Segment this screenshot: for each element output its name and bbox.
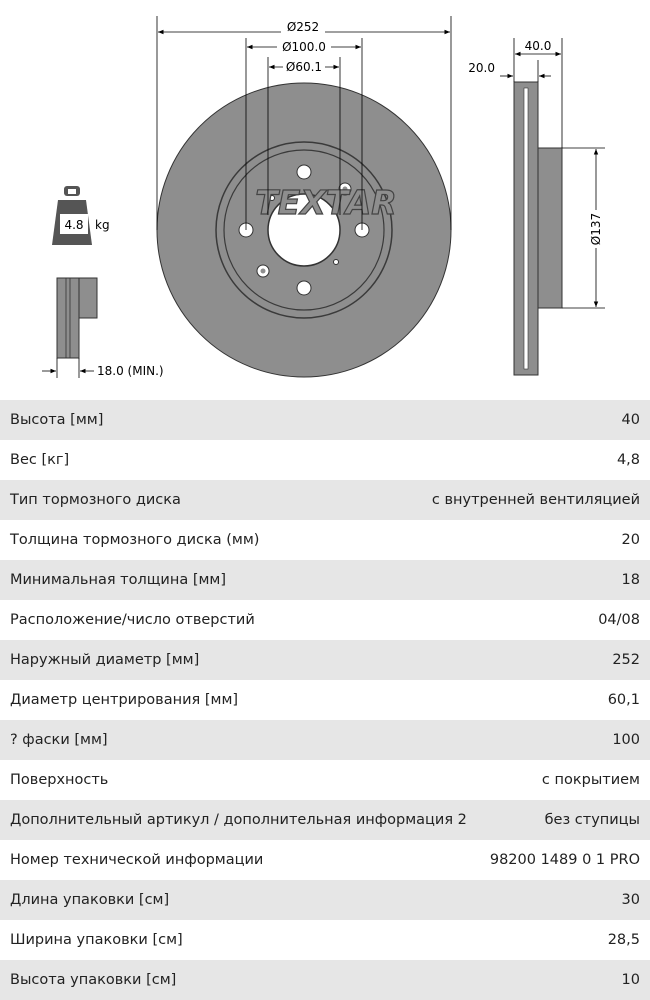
spec-value: 20	[621, 532, 640, 548]
spec-value: с внутренней вентиляцией	[431, 492, 640, 508]
spec-value: 40	[621, 412, 640, 428]
spec-row	[0, 920, 650, 960]
dim-min-thickness: 18.0 (MIN.)	[97, 364, 164, 378]
dim-center-bore: Ø60.1	[285, 60, 323, 74]
spec-row	[0, 440, 650, 480]
spec-label: Ширина упаковки [см]	[10, 932, 183, 948]
spec-label: Высота упаковки [см]	[10, 972, 177, 988]
spec-row	[0, 520, 650, 560]
spec-value: 100	[612, 732, 640, 748]
spec-label: ? фаски [мм]	[10, 732, 108, 748]
bolt-hole	[297, 165, 311, 179]
spec-value: с покрытием	[541, 772, 640, 788]
spec-value: 28,5	[607, 932, 640, 948]
spec-label: Расположение/число отверстий	[10, 612, 255, 628]
spec-label: Длина упаковки [см]	[10, 892, 170, 908]
spec-label: Поверхность	[10, 772, 109, 788]
spec-label: Дополнительный артикул / дополнительная информация 2	[10, 812, 467, 828]
spec-value: 18	[621, 572, 640, 588]
disc-front-view	[157, 83, 451, 377]
technical-drawing	[0, 0, 650, 400]
spec-label: Минимальная толщина [мм]	[10, 572, 227, 588]
spec-label: Номер технической информации	[10, 852, 264, 868]
spec-row	[0, 800, 650, 840]
min-thickness-dimension	[42, 358, 94, 378]
spec-row	[0, 560, 650, 600]
small-hole	[334, 260, 339, 265]
spec-row	[0, 720, 650, 760]
spec-row	[0, 840, 650, 880]
bolt-hole	[297, 281, 311, 295]
brand-logo: TEXTAR	[255, 183, 397, 222]
dim-bolt-circle: Ø100.0	[282, 40, 326, 54]
spec-row	[0, 600, 650, 640]
spec-row	[0, 680, 650, 720]
spec-label: Вес [кг]	[10, 452, 70, 468]
spec-row	[0, 400, 650, 440]
disc-side-view	[514, 82, 562, 375]
spec-value: 60,1	[607, 692, 640, 708]
spec-label: Тип тормозного диска	[10, 492, 181, 508]
weight-unit: kg	[95, 218, 110, 232]
spec-value: без ступицы	[544, 812, 640, 828]
spec-label: Наружный диаметр [мм]	[10, 652, 200, 668]
weight-icon	[52, 186, 92, 245]
weight-value: 4.8	[64, 218, 84, 232]
spec-value: 10	[621, 972, 640, 988]
spec-value: 04/08	[598, 612, 640, 628]
spec-label: Диаметр центрирования [мм]	[10, 692, 239, 708]
spec-value: 30	[621, 892, 640, 908]
dim-outer-diameter: Ø252	[286, 20, 320, 34]
spec-label: Высота [мм]	[10, 412, 104, 428]
dim-hub-diameter: Ø137	[589, 212, 603, 246]
screw-hole	[261, 269, 266, 274]
spec-row	[0, 640, 650, 680]
min-thickness-profile	[57, 278, 97, 358]
spec-row	[0, 880, 650, 920]
dim-height: 40.0	[524, 39, 552, 53]
brake-disc-drawing	[0, 0, 650, 400]
spec-label: Толщина тормозного диска (мм)	[10, 532, 260, 548]
spec-value: 4,8	[616, 452, 640, 468]
spec-row	[0, 960, 650, 1000]
spec-row	[0, 760, 650, 800]
spec-value: 98200 1489 0 1 PRO	[489, 852, 640, 868]
spec-value: 252	[612, 652, 640, 668]
spec-row	[0, 480, 650, 520]
specs-table	[0, 400, 650, 1000]
dim-thickness: 20.0	[468, 61, 495, 75]
